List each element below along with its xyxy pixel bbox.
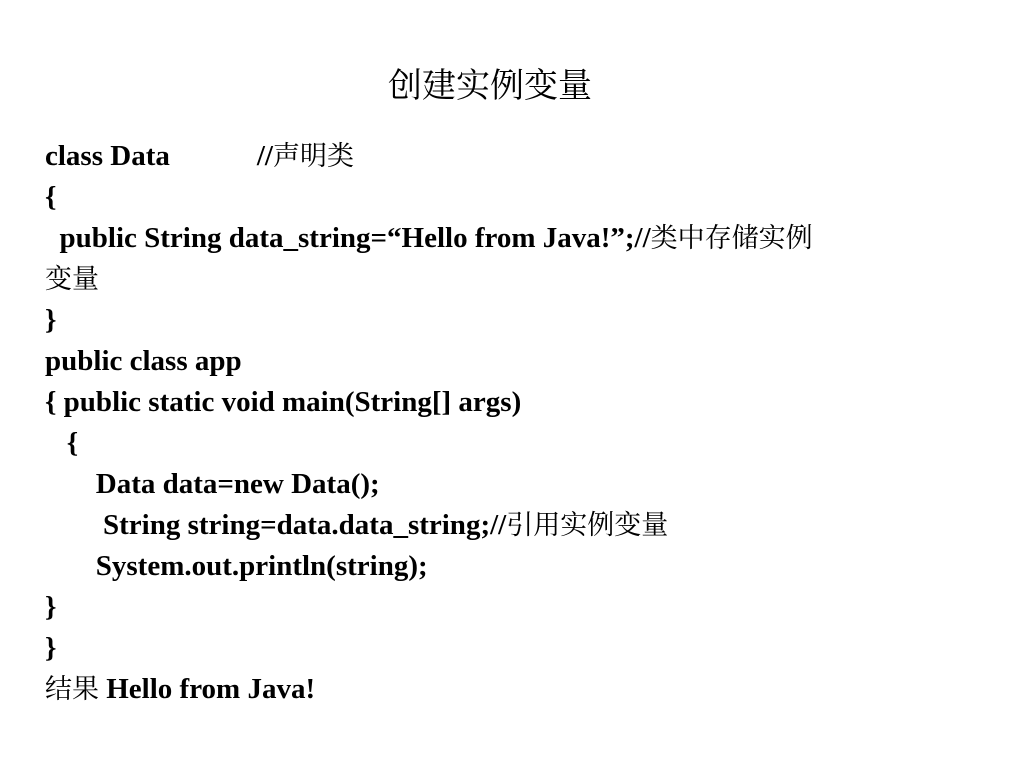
code-text: } xyxy=(45,591,57,623)
code-text: class Data xyxy=(45,140,170,172)
code-text: } xyxy=(45,304,57,336)
code-text: public class app xyxy=(45,345,242,377)
code-block xyxy=(45,136,985,710)
code-comment: 声明类 xyxy=(272,141,354,172)
result-output: Hello from Java! xyxy=(99,673,316,705)
code-line-12 xyxy=(45,587,985,628)
code-line-1 xyxy=(45,136,985,177)
code-line-9 xyxy=(45,464,985,505)
result-label: 结果 xyxy=(45,674,99,705)
code-comment: 引用实例变量 xyxy=(506,510,669,541)
code-line-13 xyxy=(45,628,985,669)
code-text: } xyxy=(45,632,57,664)
code-line-4 xyxy=(45,259,985,300)
code-text: { public static void main(String[] args) xyxy=(45,386,522,418)
code-text: { xyxy=(45,427,79,459)
code-gap xyxy=(170,136,257,177)
code-text: public String data_string=“Hello from Java!”;// xyxy=(45,222,651,254)
code-line-8 xyxy=(45,423,985,464)
code-text: String string=data.data_string;// xyxy=(45,509,507,541)
code-text: // xyxy=(256,140,273,172)
code-line-3 xyxy=(45,218,985,259)
code-line-10 xyxy=(45,505,985,546)
slide-title: 创建实例变量 xyxy=(388,66,592,106)
code-line-11 xyxy=(45,546,985,587)
code-text: System.out.println(string); xyxy=(45,550,428,582)
code-line-7 xyxy=(45,382,985,423)
code-line-5 xyxy=(45,300,985,341)
code-text: { xyxy=(45,181,57,213)
result-line xyxy=(45,669,985,710)
code-text: Data data=new Data(); xyxy=(45,468,380,500)
code-comment: 类中存储实例 xyxy=(650,223,813,254)
code-line-2 xyxy=(45,177,985,218)
code-comment: 变量 xyxy=(45,264,99,295)
code-line-6 xyxy=(45,341,985,382)
